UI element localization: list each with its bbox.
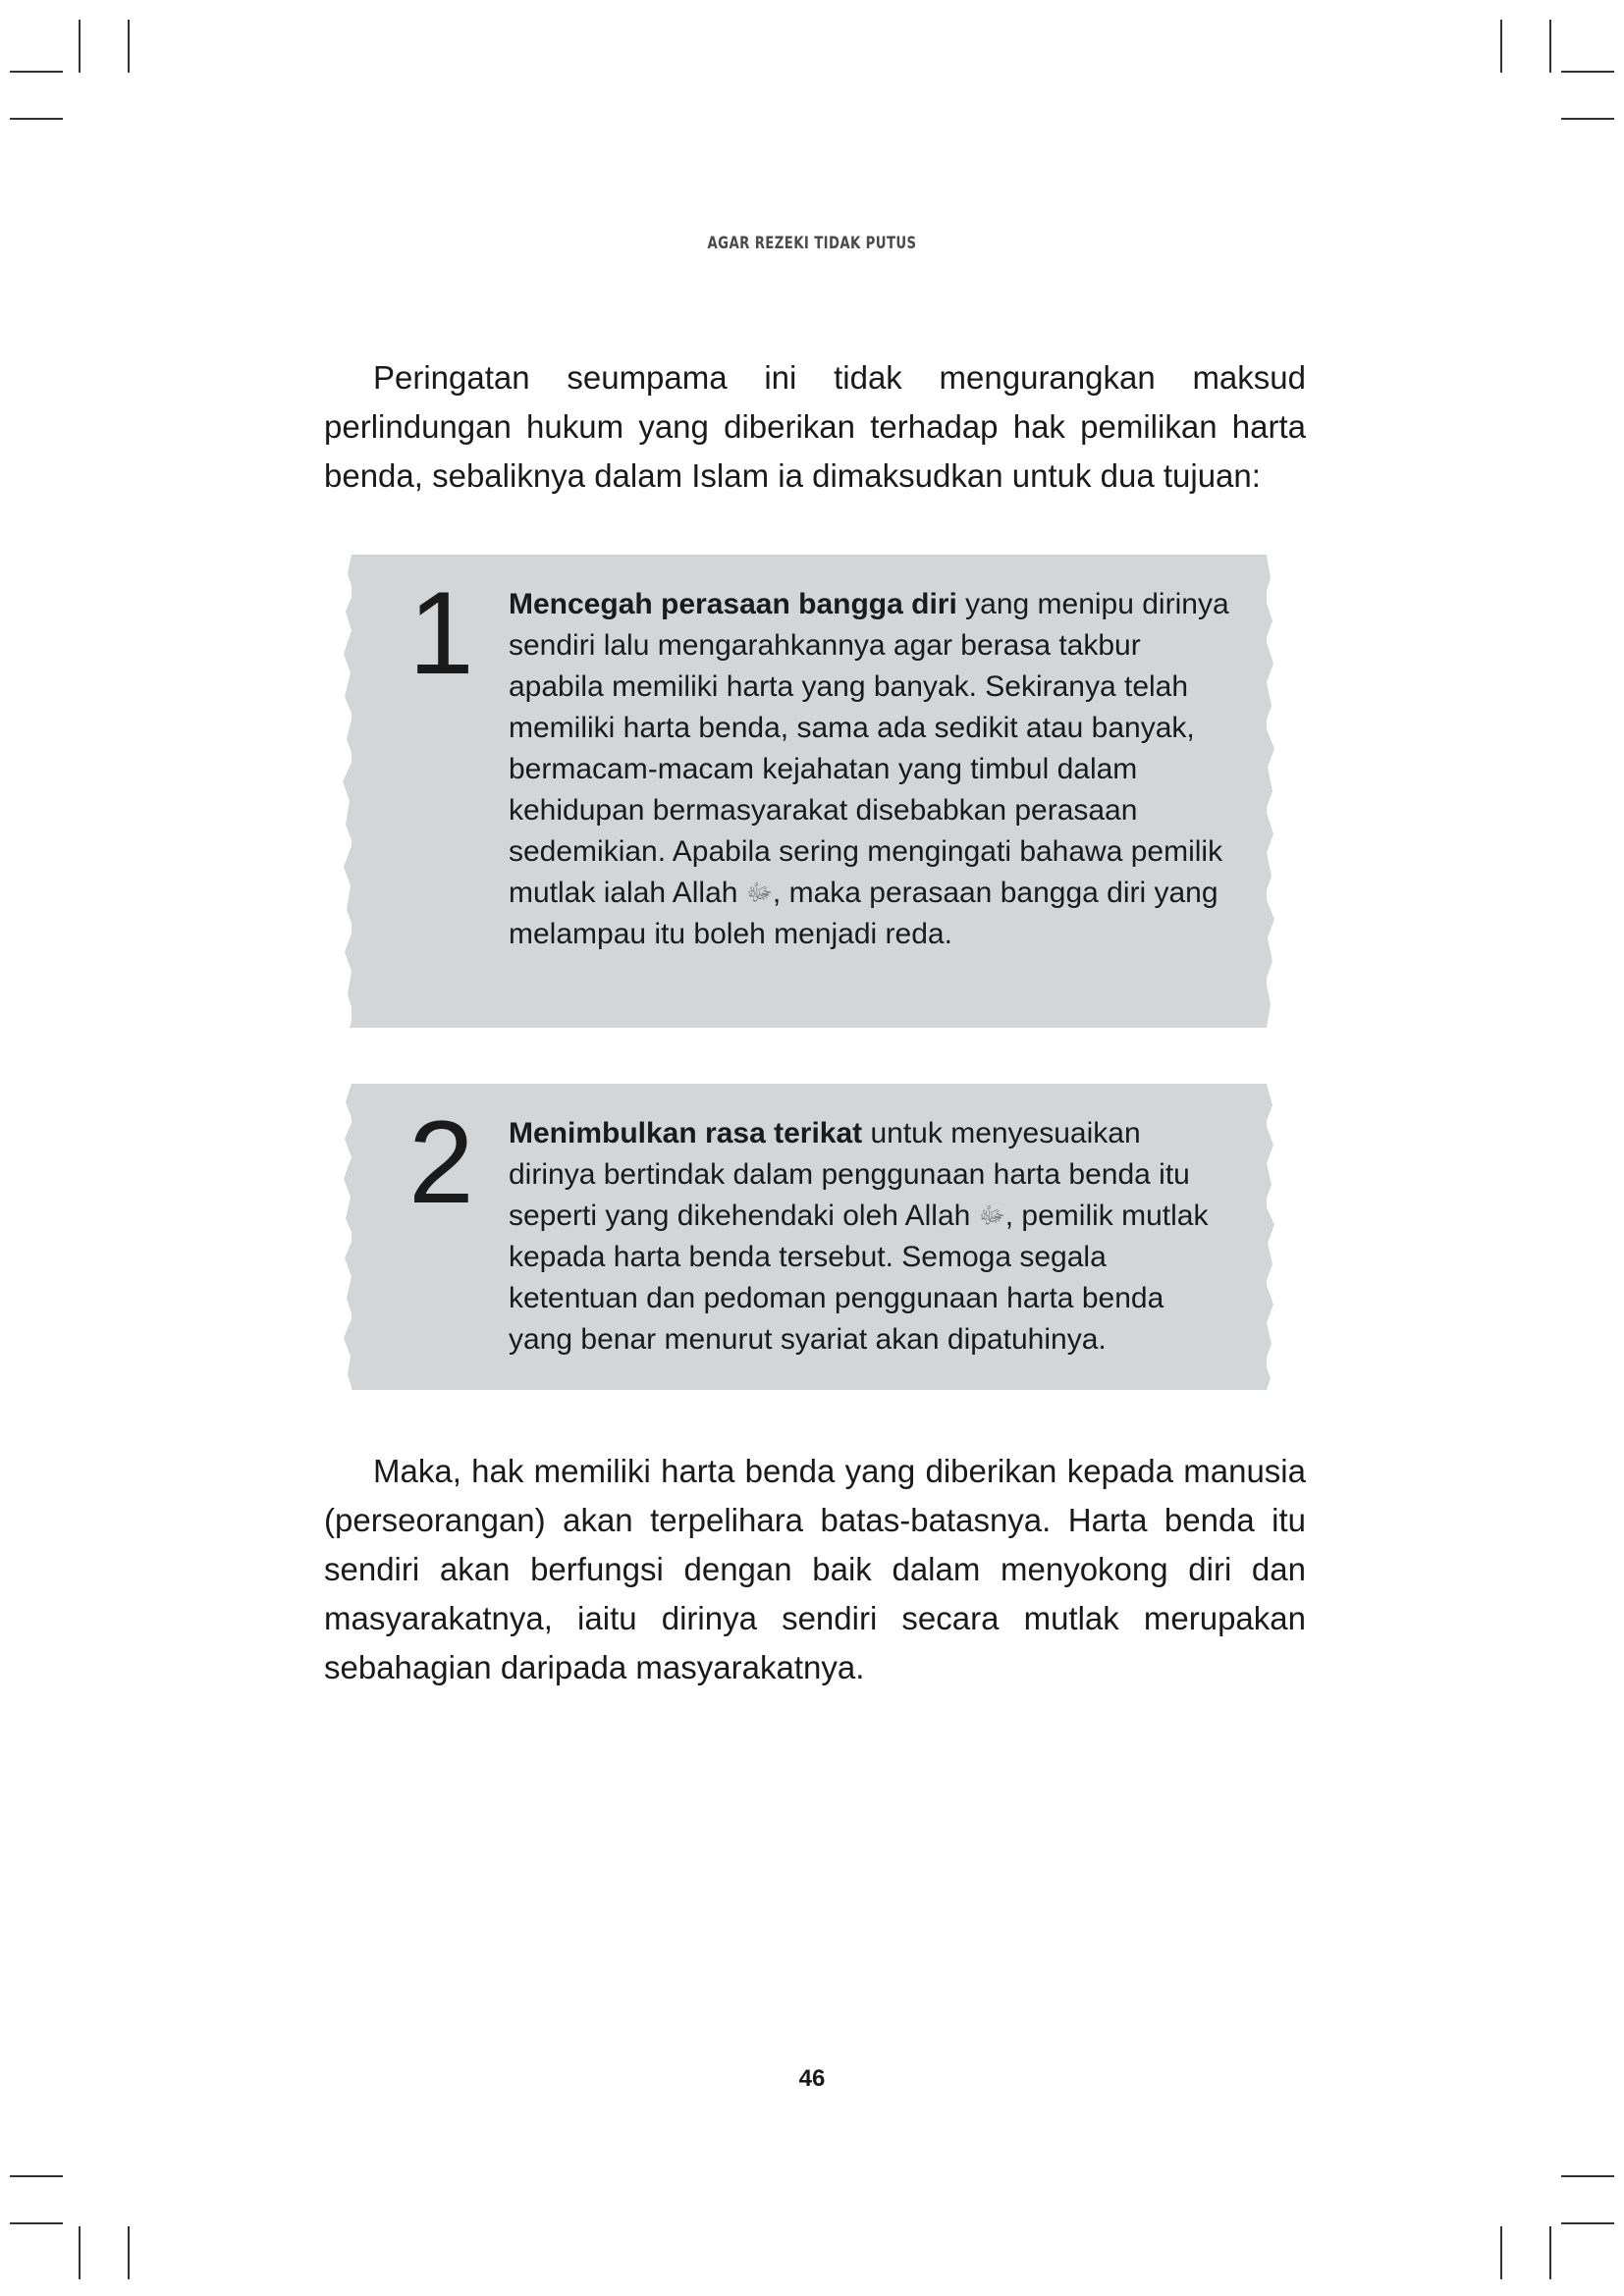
honorific-glyph: ﷻ <box>978 1202 1005 1229</box>
crop-mark <box>1561 118 1614 120</box>
crop-mark <box>10 2222 63 2224</box>
torn-edge-left <box>338 555 365 1028</box>
point-number: 2 <box>408 1096 474 1228</box>
point-box-1 <box>352 555 1267 1028</box>
crop-mark <box>1500 20 1502 73</box>
crop-mark <box>1549 2226 1551 2279</box>
point-number: 1 <box>408 567 474 699</box>
crop-mark <box>1549 20 1551 73</box>
crop-mark <box>79 2226 81 2279</box>
torn-edge-right <box>1253 1084 1280 1390</box>
point-box-2 <box>352 1084 1267 1390</box>
crop-mark <box>128 20 130 73</box>
crop-mark <box>128 2226 130 2279</box>
crop-mark <box>79 20 81 73</box>
point-text-part: untuk menyesuaikan dirinya bertindak dalam penggunaan harta benda itu seperti yang dikehendaki oleh Allah <box>509 1117 1190 1232</box>
crop-mark <box>1561 2175 1614 2177</box>
intro-paragraph-text: Peringatan seumpama ini tidak mengurangkan maksud perlindungan hukum yang diberikan terhadap hak pemilikan harta benda, sebaliknya dalam Islam ia dimaksudkan untuk dua tujuan: <box>324 359 1306 494</box>
honorific-glyph: ﷻ <box>745 880 773 906</box>
page-number: 46 <box>798 2065 826 2092</box>
point-text-part: yang menipu dirinya sendiri lalu mengarahkannya agar berasa takbur apabila memiliki harta yang banyak. Sekiranya telah memiliki harta benda, sama ada sedikit atau banyak, bermacam-macam kejahatan yang timbul dalam kehidupan bermasyarakat disebabkan perasaan sedemikian. Apabila sering mengingati bahawa pemilik mutlak ialah Allah <box>509 588 1229 909</box>
crop-mark <box>10 2175 63 2177</box>
closing-paragraph-text: Maka, hak memiliki harta benda yang diberikan kepada manusia (perseorangan) akan terpelihara batas-batasnya. Harta benda itu sendiri akan berfungsi dengan baik dalam menyokong diri dan masyarakatnya, iaitu dirinya sendiri secara mutlak merupakan sebahagian daripada masyarakatnya. <box>324 1453 1306 1685</box>
intro-paragraph <box>324 353 1306 501</box>
torn-edge-left <box>338 1084 365 1390</box>
crop-mark <box>1561 2222 1614 2224</box>
point-lead: Menimbulkan rasa terikat <box>509 1117 863 1149</box>
point-text-part: , pemilik mutlak kepada harta benda tersebut. Semoga segala ketentuan dan pedoman penggunaan harta benda yang benar menurut syariat akan dipatuhinya. <box>509 1200 1209 1356</box>
closing-paragraph <box>324 1447 1306 1692</box>
crop-mark <box>10 118 63 120</box>
crop-mark <box>1500 2226 1502 2279</box>
crop-mark <box>10 71 63 73</box>
point-lead: Mencegah perasaan bangga diri <box>509 588 957 620</box>
point-text <box>509 584 1235 955</box>
crop-mark <box>1561 71 1614 73</box>
running-head: AGAR REZEKI TIDAK PUTUS <box>707 234 917 253</box>
point-text <box>509 1113 1235 1361</box>
point-text-part: , maka perasaan bangga diri yang melampau itu boleh menjadi reda. <box>509 877 1218 950</box>
torn-edge-right <box>1253 555 1280 1028</box>
